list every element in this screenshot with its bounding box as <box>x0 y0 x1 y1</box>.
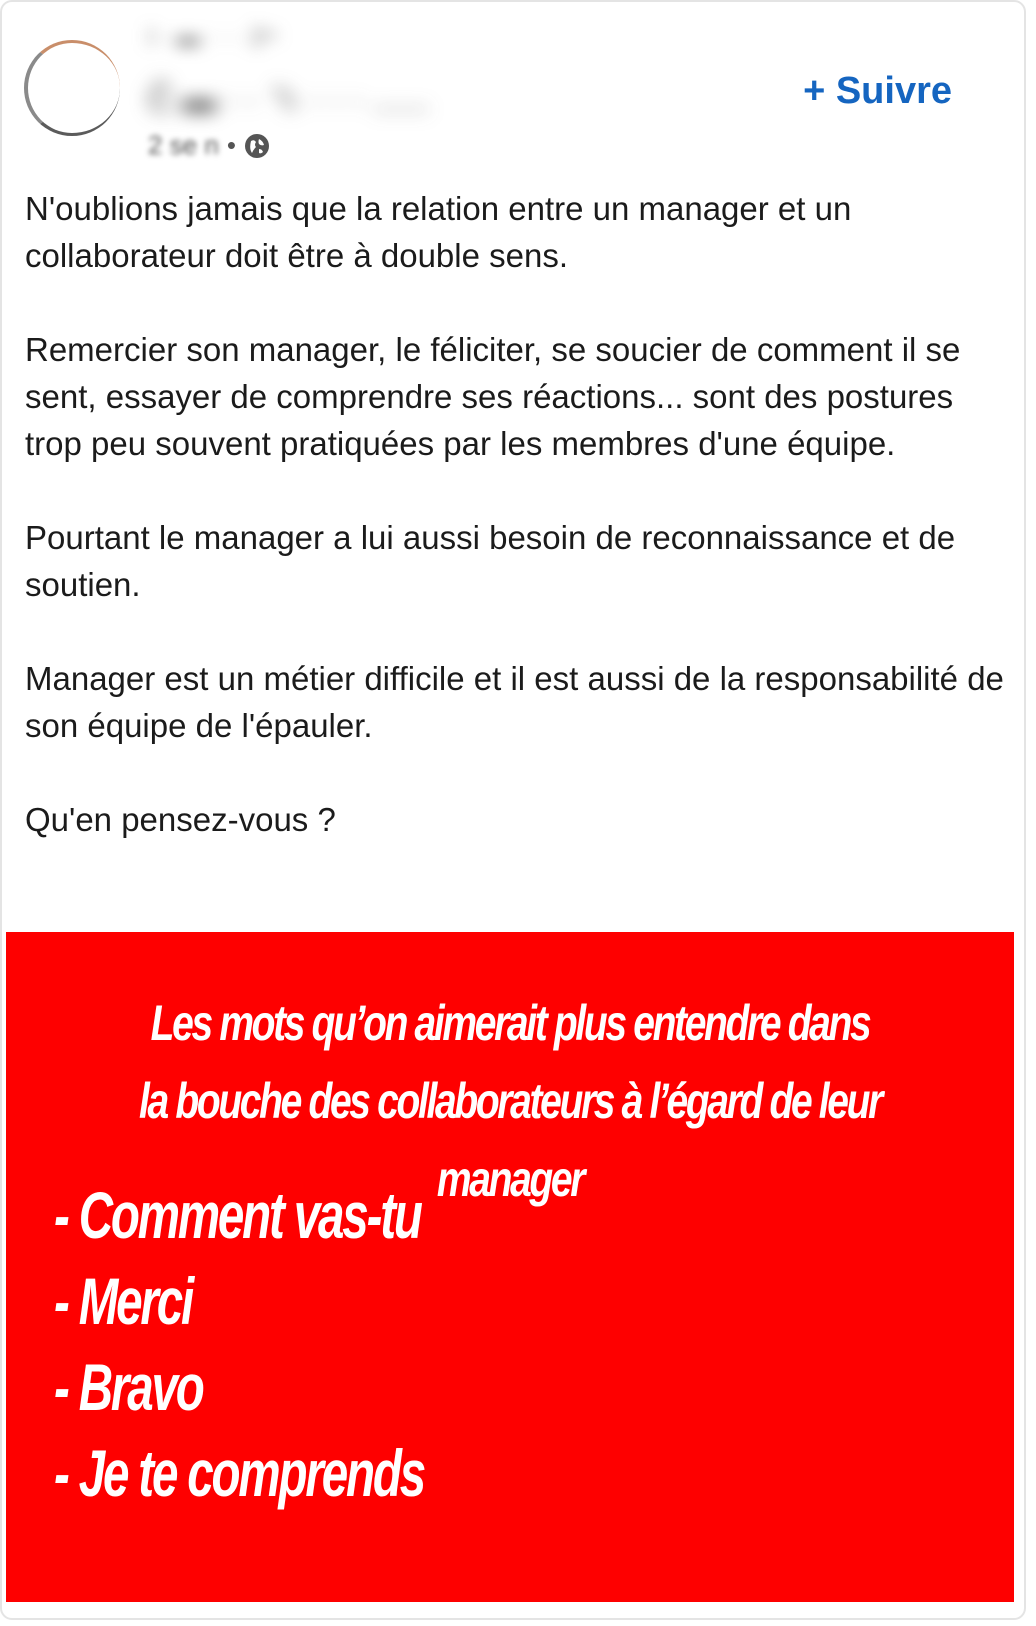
post-paragraph: Qu'en pensez-vous ? <box>25 801 336 838</box>
post-meta <box>148 130 270 161</box>
post-paragraph: N'oublions jamais que la relation entre un manager et un collaborateur doit être à double sens. <box>25 190 852 274</box>
post-paragraph: Pourtant le manager a lui aussi besoin de reconnaissance et de soutien. <box>25 519 956 603</box>
post-paragraph: Remercier son manager, le féliciter, se soucier de comment il se sent, essayer de comprendre ses réactions... sont des postures trop peu souvent pratiquées par les membres d'une équipe. <box>25 331 961 462</box>
post-image[interactable] <box>6 932 1014 1602</box>
image-list-item: - Bravo <box>54 1350 203 1424</box>
author-headline: I · ▬ · · · 2ᴖ <box>148 24 278 51</box>
post-time: 2 se n <box>148 130 219 160</box>
post-paragraph: Manager est un métier difficile et il est aussi de la responsabilité de son équipe de l'épauler. <box>25 660 1004 744</box>
meta-separator: • <box>226 130 236 160</box>
globe-icon <box>244 133 270 159</box>
image-list-item: - Merci <box>54 1264 193 1338</box>
image-title-line: Les mots qu’on aimerait plus entendre dans <box>150 995 870 1051</box>
follow-button[interactable]: + Suivre <box>803 70 952 112</box>
image-list-item: - Je te comprends <box>54 1436 424 1510</box>
image-word-list <box>54 1172 702 1516</box>
image-title-line: la bouche des collaborateurs à l’égard de leur manager <box>139 1073 881 1207</box>
image-list-item: - Comment vas-tu <box>54 1178 421 1252</box>
author-avatar[interactable] <box>24 40 120 136</box>
post-text <box>25 185 1005 843</box>
author-name[interactable]: Ĉ ▬ · · ﹆ · · · ...... <box>148 81 430 116</box>
